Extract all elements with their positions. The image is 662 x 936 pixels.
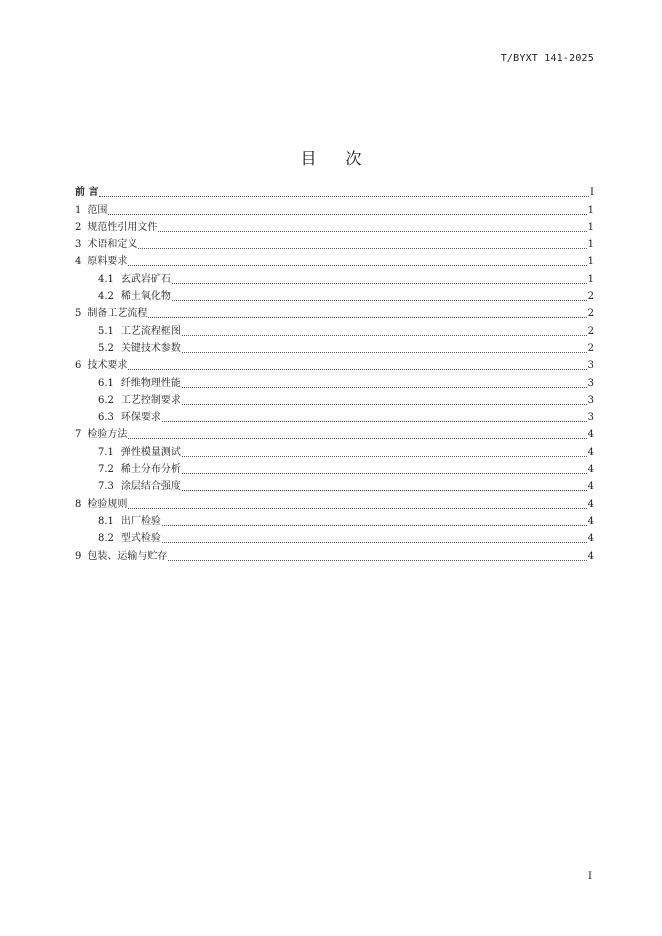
toc-entry-page: 4: [587, 481, 594, 493]
toc-entry-number: 6: [75, 360, 82, 372]
toc-leader-dots: [182, 386, 587, 388]
toc-leader-dots: [162, 524, 587, 526]
toc-entry-number: 4: [75, 256, 82, 268]
toc-entry[interactable]: [75, 303, 594, 320]
toc-entry-number: 8.1: [98, 515, 114, 527]
toc-entry[interactable]: [75, 338, 594, 355]
toc-entry-number: 7: [75, 429, 82, 441]
toc-entry[interactable]: [75, 372, 594, 389]
toc-entry-number: 7.2: [98, 464, 114, 476]
toc-leader-dots: [182, 472, 587, 474]
toc-entry-number: 6.1: [98, 377, 114, 389]
toc-entry-label: 技术要求: [87, 360, 128, 372]
toc-entry-page: 4: [587, 550, 594, 562]
toc-entry-label: 检验方法: [87, 429, 128, 441]
toc-entry-number: 5.1: [98, 325, 114, 337]
toc-leader-dots: [168, 559, 586, 561]
toc-entry[interactable]: [75, 476, 594, 493]
toc-entry[interactable]: [75, 355, 594, 372]
toc-entry[interactable]: [75, 528, 594, 545]
toc-entry-page: 4: [587, 498, 594, 510]
toc-leader-dots: [182, 455, 587, 457]
toc-entry-page: 3: [587, 377, 594, 389]
toc-entry-label: 检验规则: [87, 498, 128, 510]
toc-entry-number: 6.2: [98, 394, 114, 406]
toc-entry[interactable]: [75, 493, 594, 510]
toc-entry-label: 制备工艺流程: [87, 308, 148, 320]
toc-entry[interactable]: [75, 407, 594, 424]
toc-entry-number: 8: [75, 498, 82, 510]
toc-entry-page: 1: [587, 256, 594, 268]
toc-entry-page: 4: [587, 464, 594, 476]
toc-entry-label: 稀土氧化物: [120, 291, 171, 303]
toc-entry[interactable]: [75, 251, 594, 268]
toc-entry-page: 4: [587, 429, 594, 441]
toc-leader-dots: [138, 247, 586, 249]
toc-entry-label: 范围: [87, 204, 108, 216]
toc-entry-page: 4: [587, 446, 594, 458]
toc-entry-label: 玄武岩矿石: [120, 273, 171, 285]
toc-entry-number: 6.3: [98, 412, 114, 424]
toc-leader-dots: [128, 437, 586, 439]
toc-entry-page: 2: [587, 308, 594, 320]
toc-leader-dots: [182, 489, 587, 491]
toc-entry[interactable]: [75, 182, 594, 199]
toc-entry-number: 5.2: [98, 342, 114, 354]
toc-entry[interactable]: [75, 424, 594, 441]
toc-leader-dots: [172, 299, 587, 301]
toc-leader-dots: [182, 403, 587, 405]
toc-entry-number: 9: [75, 550, 82, 562]
toc-entry-page: 2: [587, 342, 594, 354]
toc-entry[interactable]: [75, 511, 594, 528]
table-of-contents: [75, 182, 594, 563]
toc-entry-page: 1: [587, 273, 594, 285]
toc-entry-label: 环保要求: [120, 412, 161, 424]
toc-leader-dots: [162, 541, 587, 543]
toc-entry-label: 稀土分布分析: [120, 464, 181, 476]
toc-entry-label: 原料要求: [87, 256, 128, 268]
toc-leader-dots: [148, 316, 586, 318]
toc-entry-page: 4: [587, 533, 594, 545]
toc-entry[interactable]: [75, 441, 594, 458]
toc-entry-page: 1: [587, 221, 594, 233]
toc-entry-page: 2: [587, 291, 594, 303]
toc-entry[interactable]: [75, 459, 594, 476]
toc-entry-label: 弹性模量测试: [120, 446, 181, 458]
toc-entry-label: 型式检验: [120, 533, 161, 545]
toc-entry-number: 4.2: [98, 291, 114, 303]
toc-entry-label: 纤维物理性能: [120, 377, 181, 389]
toc-entry-number: 7.1: [98, 446, 114, 458]
toc-leader-dots: [182, 351, 587, 353]
toc-entry[interactable]: [75, 320, 594, 337]
toc-entry-page: 4: [587, 515, 594, 527]
toc-entry-label: 工艺流程框图: [120, 325, 181, 337]
toc-entry-page: 2: [587, 325, 594, 337]
toc-entry[interactable]: [75, 199, 594, 216]
toc-leader-dots: [99, 195, 589, 197]
toc-entry[interactable]: [75, 234, 594, 251]
toc-entry-number: 5: [75, 308, 82, 320]
toc-leader-dots: [172, 282, 587, 284]
toc-entry-page: 1: [587, 239, 594, 251]
toc-entry-label: 关键技术参数: [120, 342, 181, 354]
toc-leader-dots: [128, 264, 586, 266]
toc-entry-number: 7.3: [98, 481, 114, 493]
toc-entry[interactable]: [75, 217, 594, 234]
toc-entry[interactable]: [75, 390, 594, 407]
toc-entry-label: 前 言: [75, 187, 99, 199]
toc-entry[interactable]: [75, 286, 594, 303]
toc-entry-page: I: [590, 187, 594, 199]
toc-entry-page: 1: [587, 204, 594, 216]
toc-entry-label: 包装、运输与贮存: [87, 550, 168, 562]
toc-leader-dots: [182, 334, 587, 336]
toc-entry-page: 3: [587, 360, 594, 372]
standard-code: T/BYXT 141-2025: [500, 53, 594, 64]
toc-entry-number: 1: [75, 204, 82, 216]
toc-entry-page: 3: [587, 394, 594, 406]
toc-entry-label: 出厂检验: [120, 515, 161, 527]
toc-entry-label: 规范性引用文件: [87, 221, 158, 233]
toc-title: 目 次: [300, 149, 374, 168]
page-number: I: [588, 871, 592, 882]
toc-entry-label: 术语和定义: [87, 239, 138, 251]
toc-entry[interactable]: [75, 268, 594, 285]
toc-entry-number: 8.2: [98, 533, 114, 545]
toc-leader-dots: [162, 420, 587, 422]
toc-entry-number: 3: [75, 239, 82, 251]
toc-entry-number: 2: [75, 221, 82, 233]
toc-entry-page: 3: [587, 412, 594, 424]
toc-entry-number: 4.1: [98, 273, 114, 285]
toc-leader-dots: [128, 507, 586, 509]
toc-entry[interactable]: [75, 545, 594, 562]
toc-entry-label: 工艺控制要求: [120, 394, 181, 406]
toc-leader-dots: [108, 213, 586, 215]
toc-leader-dots: [128, 368, 586, 370]
toc-leader-dots: [158, 230, 586, 232]
toc-entry-label: 涂层结合强度: [120, 481, 181, 493]
